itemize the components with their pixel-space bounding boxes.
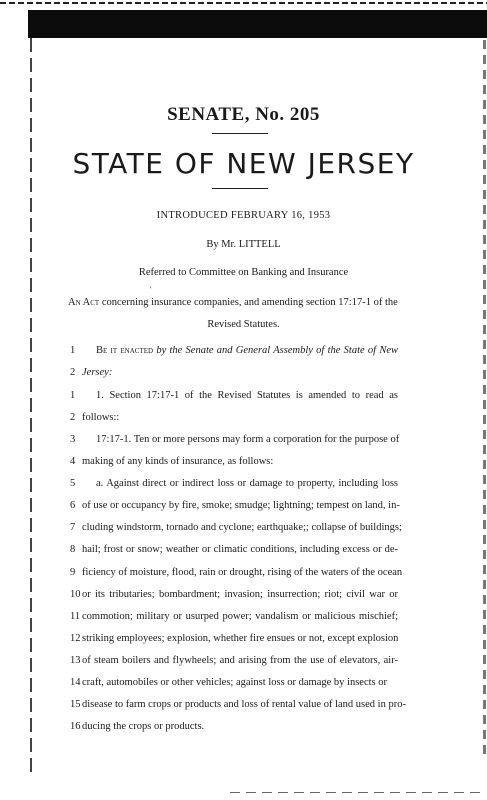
line-number: 11 — [70, 611, 81, 622]
text-line: follows:: — [82, 412, 120, 423]
scan-top-border — [28, 10, 487, 38]
top-dashed-edge — [0, 2, 487, 4]
line-number: 1 — [70, 345, 76, 356]
text-line: 1. Section 17:17-1 of the Revised Statutes is amended to read as — [96, 390, 398, 401]
text-line: commotion; military or usurped power; vandalism or malicious mischief; — [82, 611, 398, 622]
enacting-clause-line — [96, 344, 398, 358]
enacting-text: Jersey: — [82, 367, 113, 378]
text-line: or its tributaries; bombardment; invasion; insurrection; riot; civil war or — [82, 589, 398, 600]
text-line: cluding windstorm, tornado and cyclone; earthquake;; collapse of buildings; — [82, 522, 402, 533]
stray-mark: ' — [150, 285, 152, 294]
text-line: 17:17-1. Ten or more persons may form a corporation for the purpose of — [96, 434, 400, 445]
line-number: 4 — [70, 456, 76, 467]
bottom-dashed-edge — [230, 792, 480, 793]
line-number: 2 — [70, 412, 76, 423]
text-line: of steam boilers and flywheels; and arising from the use of elevators, air- — [82, 655, 398, 666]
line-number: 3 — [70, 434, 76, 445]
line-number: 2 — [70, 367, 76, 378]
text-line: a. Against direct or indirect loss or damage to property, including loss — [96, 478, 398, 489]
enacting-text: by the Senate and General Assembly of the State of New — [153, 345, 398, 356]
line-number: 16 — [70, 721, 81, 732]
enacting-clause-line — [82, 366, 398, 380]
line-number: 1 — [70, 390, 76, 401]
text-line: disease to farm crops or products and loss of rental value of land used in pro- — [82, 699, 406, 710]
line-number: 12 — [70, 633, 81, 644]
sponsor: By Mr. LITTELL — [206, 239, 281, 250]
act-title-text: concerning insurance companies, and amending section 17:17-1 of the — [99, 297, 398, 308]
text-line: ficiency of moisture, flood, rain or drought, rising of the waters of the ocean — [82, 567, 403, 578]
line-number: 6 — [70, 500, 76, 511]
act-title-line-2: Revised Statutes. — [207, 319, 280, 330]
committee-referral: Referred to Committee on Banking and Insurance — [138, 267, 349, 278]
line-number: 13 — [70, 655, 81, 666]
divider-rule — [212, 188, 268, 189]
line-number: 9 — [70, 567, 76, 578]
text-line: craft, automobiles or other vehicles; against loss or damage by insects or — [82, 677, 387, 688]
text-line: of use or occupancy by fire, smoke; smudge; lightning; tempest on land, in- — [82, 500, 400, 511]
enacting-lead: Be it enacted — [96, 345, 154, 356]
divider-rule — [212, 133, 268, 134]
state-title: STATE OF NEW JERSEY — [72, 147, 415, 180]
line-number: 15 — [70, 699, 81, 710]
introduced-date: INTRODUCED FEBRUARY 16, 1953 — [156, 210, 331, 221]
act-title-line-1 — [68, 297, 398, 308]
line-number: 10 — [70, 589, 81, 600]
line-number: 8 — [70, 544, 76, 555]
line-number: 7 — [70, 522, 76, 533]
line-number: 14 — [70, 677, 81, 688]
text-line: striking employees; explosion, whether fire ensues or not, except explosion — [82, 633, 399, 644]
line-number: 5 — [70, 478, 76, 489]
bill-number: SENATE, No. 205 — [167, 104, 320, 125]
act-title-lead: An Act — [68, 297, 100, 308]
text-line: making of any kinds of insurance, as follows: — [82, 456, 274, 467]
text-line: hail; frost or snow; weather or climatic conditions, including excess or de- — [82, 544, 398, 555]
text-line: ducing the crops or products. — [82, 721, 205, 732]
